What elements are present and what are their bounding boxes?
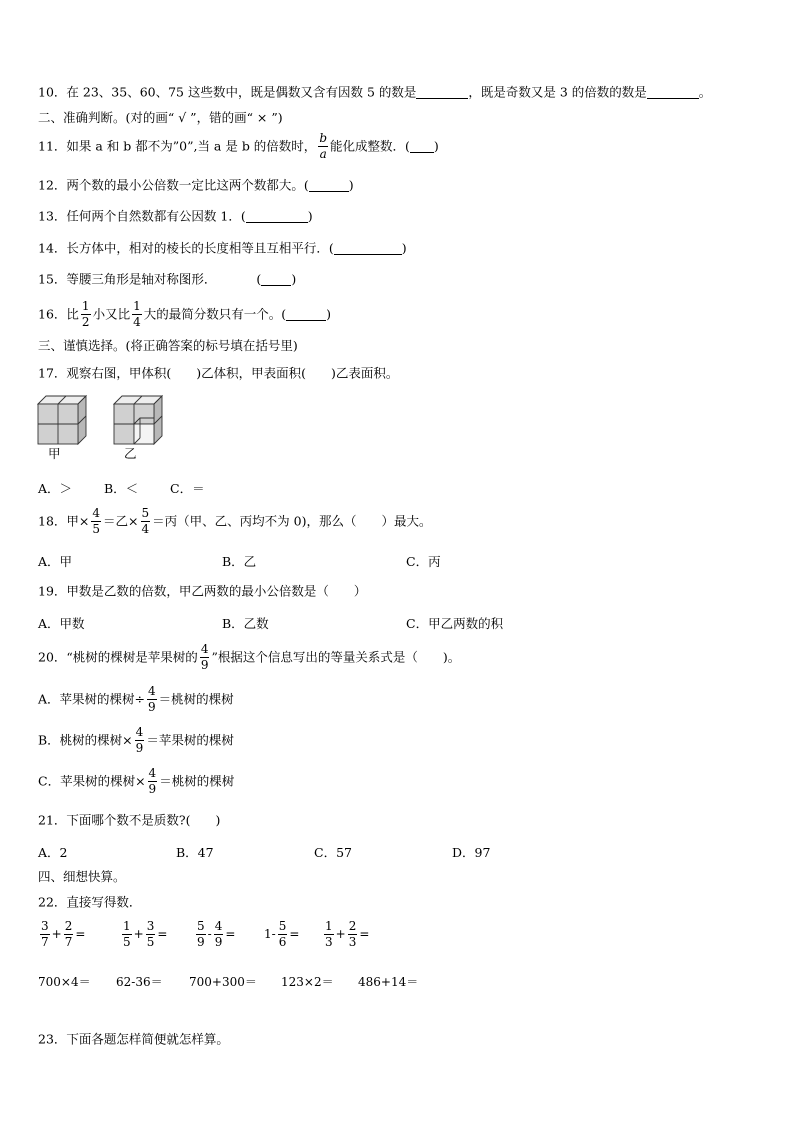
answer-blank[interactable] <box>261 273 291 286</box>
equals-sign: = <box>75 927 86 941</box>
question-text: ”根据这个信息写出的等量关系式是（ )。 <box>211 649 461 665</box>
question-20 <box>38 643 460 672</box>
operator: + <box>133 927 144 941</box>
fraction-numerator: 1 <box>123 919 131 933</box>
fraction <box>196 920 206 949</box>
option-text: ＝桃树的棵树 <box>158 691 234 707</box>
fraction-denominator: a <box>319 147 327 161</box>
option-c[interactable]: C．甲乙两数的积 <box>406 616 504 631</box>
option-a[interactable]: A．甲数 <box>38 616 85 631</box>
question-text: 直接写得数． <box>66 894 142 910</box>
option-b[interactable]: B．乙数 <box>222 616 269 631</box>
question-end: ) <box>326 306 331 322</box>
fraction-denominator: 5 <box>123 935 131 949</box>
calc-item[interactable] <box>194 920 235 949</box>
question-text: 甲数是乙数的倍数，甲乙两数的最小公倍数是（ ） <box>66 583 367 599</box>
section-heading-2: 二、准确判断。(对的画“ √ ”，错的画“ × ”) <box>38 110 283 125</box>
fraction-denominator: 2 <box>81 315 90 329</box>
calc-item[interactable]: 123×2＝ <box>281 975 334 989</box>
fraction <box>324 920 334 949</box>
answer-blank[interactable] <box>334 242 402 255</box>
calc-item[interactable]: 700+300＝ <box>189 975 257 989</box>
option-b[interactable]: B．47 <box>176 845 214 860</box>
operator: + <box>335 927 346 941</box>
question-number: 13． <box>38 208 67 224</box>
question-text: 如果 a 和 b 都不为”0”,当 a 是 b 的倍数时， <box>66 138 317 154</box>
question-text: 下面哪个数不是质数?( ) <box>66 812 221 828</box>
question-text: 比 <box>66 306 79 322</box>
fraction <box>214 920 224 949</box>
fraction <box>81 300 91 329</box>
question-16 <box>38 300 331 329</box>
question-text: ＝丙（甲、乙、丙均不为 0)，那么（ ）最大。 <box>152 513 432 529</box>
question-number: 15． <box>38 271 67 287</box>
fraction-denominator: 9 <box>135 741 144 755</box>
equals-sign: = <box>225 927 236 941</box>
fraction-denominator: 5 <box>92 522 101 536</box>
fraction-denominator: 9 <box>148 782 157 796</box>
fraction-denominator: 7 <box>64 935 73 949</box>
fraction-denominator: 9 <box>148 700 156 714</box>
question-text: 等腰三角形是轴对称图形． <box>66 271 217 287</box>
equals-sign: = <box>289 927 300 941</box>
answer-blank[interactable] <box>410 140 434 153</box>
option-a[interactable]: A．2 <box>38 845 68 860</box>
fraction <box>122 920 132 949</box>
option-c[interactable]: C．丙 <box>406 554 441 569</box>
question-number: 16． <box>38 306 67 322</box>
cube-figure-yi <box>114 396 162 444</box>
question-number: 14． <box>38 240 67 256</box>
question-number: 19． <box>38 583 67 599</box>
question-text: 两个数的最小公倍数一定比这两个数都大。( <box>66 177 309 193</box>
option-a[interactable]: A．＞ <box>38 481 73 496</box>
question-21 <box>38 812 220 829</box>
fraction <box>40 920 50 949</box>
question-text: 任何两个自然数都有公因数 1．( <box>66 208 246 224</box>
fraction-denominator: 4 <box>133 315 141 329</box>
answer-blank[interactable] <box>246 210 308 223</box>
fraction-numerator: 4 <box>135 725 144 739</box>
fraction-denominator: 9 <box>214 935 223 949</box>
question-end: ) <box>433 138 439 154</box>
section-heading-3: 三、谨慎选择。(将正确答案的标号填在括号里) <box>38 338 298 353</box>
question-number: 11． <box>38 138 67 154</box>
question-text: 在 23、35、60、75 这些数中，既是偶数又含有因数 5 的数是 <box>66 84 417 100</box>
fraction-denominator: 6 <box>278 935 287 949</box>
question-number: 20． <box>38 649 67 665</box>
question-text: 大的最简分数只有一个。( <box>143 306 287 322</box>
fraction <box>146 920 156 949</box>
question-text: 下面各题怎样简便就怎样算。 <box>66 1031 229 1047</box>
fraction-numerator: 4 <box>148 684 156 698</box>
fraction <box>132 300 142 329</box>
fraction-numerator: 1 <box>325 919 333 933</box>
question-19 <box>38 583 366 600</box>
question-end: ) <box>307 208 313 224</box>
fraction-numerator: 4 <box>148 766 157 780</box>
option-b[interactable]: B．乙 <box>222 554 257 569</box>
calc-item[interactable] <box>322 920 369 949</box>
option-text: ＝苹果树的棵树 <box>146 732 234 748</box>
fraction-numerator: 5 <box>197 919 205 933</box>
question-number: 18． <box>38 513 67 529</box>
fraction-numerator: 2 <box>348 919 357 933</box>
section-heading-4: 四、细想快算。 <box>38 869 126 884</box>
fraction-denominator: 3 <box>325 935 333 949</box>
fraction <box>64 920 74 949</box>
fraction-denominator: 9 <box>200 658 209 672</box>
question-15 <box>38 271 296 288</box>
question-end: ) <box>401 240 407 256</box>
fraction-numerator: 3 <box>41 919 49 933</box>
fraction-denominator: 5 <box>146 935 155 949</box>
fraction-denominator: 3 <box>348 935 357 949</box>
fraction-numerator: 5 <box>141 506 150 520</box>
equals-sign: = <box>359 927 370 941</box>
fraction <box>135 726 145 755</box>
option-c[interactable]: C．57 <box>314 845 352 860</box>
fraction-denominator: 4 <box>141 522 150 536</box>
option-text: B．桃树的棵树× <box>38 732 133 748</box>
answer-blank[interactable] <box>416 86 468 99</box>
fraction <box>141 507 151 536</box>
question-text: 能化成整数．( <box>330 138 410 154</box>
fraction-numerator: 4 <box>200 642 209 656</box>
question-number: 12． <box>38 177 67 193</box>
fraction-numerator: b <box>319 131 327 145</box>
equals-sign: = <box>157 927 168 941</box>
operator: - <box>207 927 212 941</box>
operator: + <box>51 927 62 941</box>
question-14 <box>38 240 407 257</box>
question-number: 21． <box>38 812 67 828</box>
question-11 <box>38 132 439 161</box>
calc-item[interactable] <box>264 920 299 949</box>
option-c[interactable]: C．＝ <box>170 481 205 496</box>
option-b[interactable] <box>38 726 234 755</box>
operand: 1- <box>264 927 276 941</box>
question-number: 23． <box>38 1031 67 1047</box>
question-text: ，既是奇数又是 3 的倍数的数是 <box>468 84 647 100</box>
question-10 <box>38 84 711 101</box>
fraction-numerator: 1 <box>133 299 141 313</box>
question-end: ) <box>291 271 297 287</box>
question-text: ＝乙× <box>103 513 139 529</box>
question-text: 小又比 <box>92 306 131 322</box>
question-13 <box>38 208 313 225</box>
question-text: 观察右图，甲体积( )乙体积，甲表面积( )乙表面积。 <box>66 365 399 381</box>
fraction <box>148 767 158 796</box>
fraction-denominator: 9 <box>197 935 205 949</box>
fraction-numerator: 2 <box>64 919 73 933</box>
option-b[interactable]: B．＜ <box>104 481 139 496</box>
fraction-numerator: 1 <box>81 299 90 313</box>
figure-label-jia: 甲 <box>48 446 61 461</box>
option-text: C．苹果树的棵树× <box>38 773 146 789</box>
calc-item[interactable]: 700×4＝ <box>38 975 91 989</box>
fraction-numerator: 3 <box>146 919 155 933</box>
fraction <box>278 920 288 949</box>
question-end: 。 <box>698 84 712 100</box>
calc-item[interactable] <box>120 920 167 949</box>
question-end: ) <box>348 177 354 193</box>
calc-item[interactable] <box>38 920 85 949</box>
answer-blank[interactable] <box>309 179 349 192</box>
question-number: 22． <box>38 894 67 910</box>
option-a[interactable]: A．甲 <box>38 554 73 569</box>
fraction <box>318 132 328 161</box>
question-paren: ( <box>256 271 262 287</box>
option-text: ＝桃树的棵树 <box>159 773 235 789</box>
question-23 <box>38 1031 229 1048</box>
calc-item[interactable]: 486+14＝ <box>358 975 419 989</box>
cube-figure-jia <box>38 396 86 444</box>
fraction-numerator: 5 <box>278 919 287 933</box>
fraction-numerator: 4 <box>92 506 101 520</box>
option-d[interactable]: D．97 <box>452 845 491 860</box>
question-22 <box>38 894 141 911</box>
option-c[interactable] <box>38 767 234 796</box>
figure-label-yi: 乙 <box>124 446 137 461</box>
fraction <box>147 685 157 714</box>
option-a[interactable] <box>38 685 234 714</box>
question-text: 甲× <box>66 513 90 529</box>
question-text: 长方体中，相对的棱长的长度相等且互相平行．( <box>66 240 334 256</box>
fraction <box>348 920 358 949</box>
fraction-numerator: 4 <box>214 919 223 933</box>
question-number: 10． <box>38 84 67 100</box>
question-number: 17． <box>38 365 67 381</box>
fraction-denominator: 7 <box>41 935 49 949</box>
question-12 <box>38 177 354 194</box>
answer-blank[interactable] <box>647 86 699 99</box>
question-17 <box>38 365 398 382</box>
question-18 <box>38 507 431 536</box>
option-text: A．苹果树的棵树÷ <box>38 691 146 707</box>
answer-blank[interactable] <box>286 308 326 321</box>
calc-item[interactable]: 62-36＝ <box>116 975 163 989</box>
fraction <box>91 507 101 536</box>
fraction <box>200 643 210 672</box>
question-text: “桃树的棵树是苹果树的 <box>66 649 198 665</box>
